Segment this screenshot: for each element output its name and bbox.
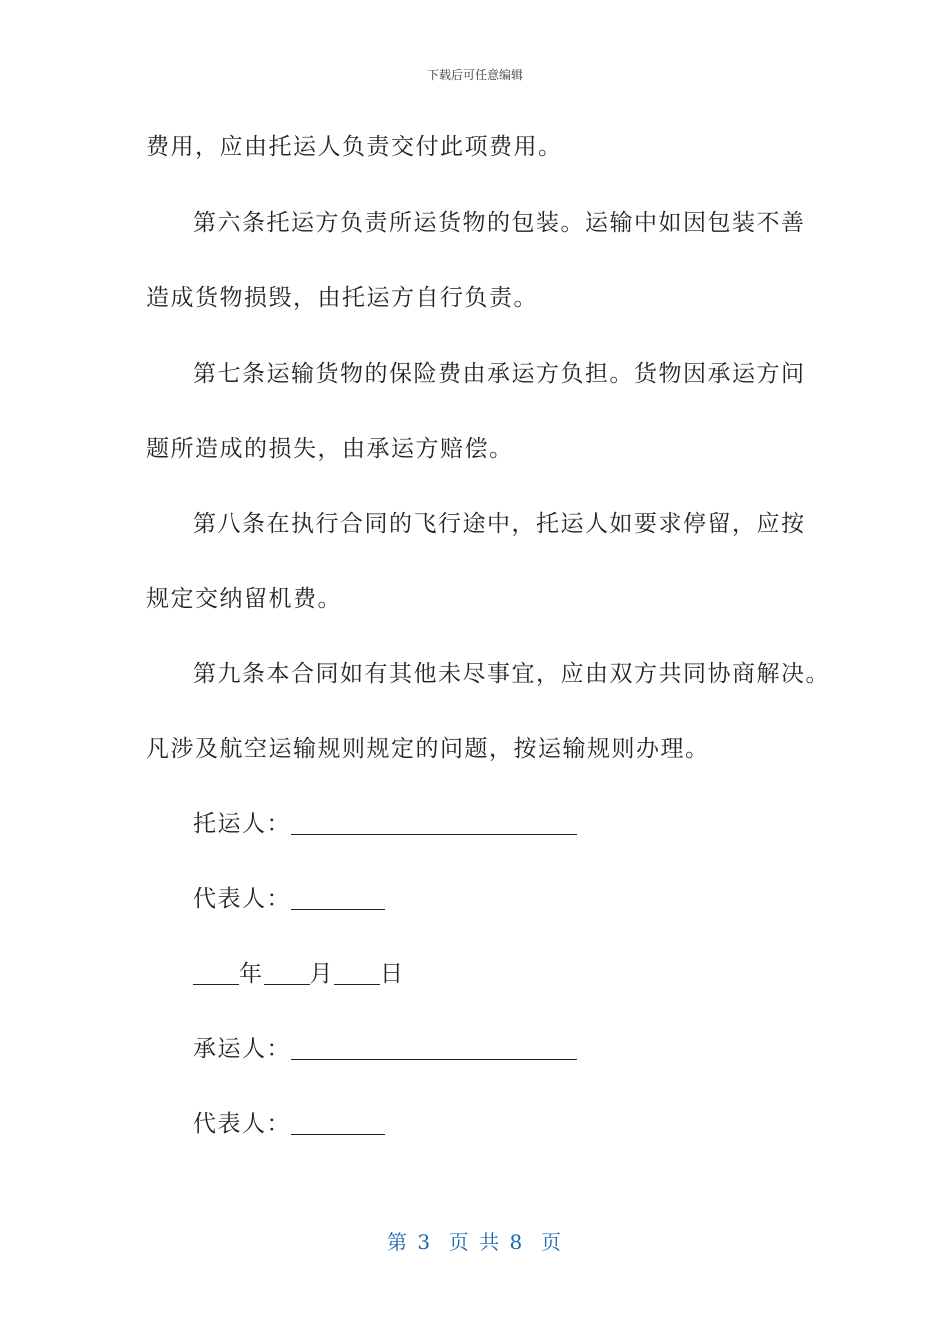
page-header: 下载后可任意编辑 xyxy=(426,68,523,82)
shipper-blank xyxy=(291,833,577,835)
body-line-8: 第九条本合同如有其他未尽事宜，应由双方共同协商解决。 xyxy=(193,661,830,687)
carrier-blank xyxy=(291,1058,577,1060)
page-footer: 第 3 页 共 8 页 xyxy=(387,1230,563,1254)
body-line-7: 规定交纳留机费。 xyxy=(146,586,342,612)
date-line xyxy=(193,955,405,988)
body-line-1: 费用，应由托运人负责交付此项费用。 xyxy=(146,134,563,160)
body-line-6: 第八条在执行合同的飞行途中，托运人如要求停留，应按 xyxy=(193,511,806,537)
representative-blank-2 xyxy=(291,1133,385,1135)
body-line-5: 题所造成的损失，由承运方赔偿。 xyxy=(146,436,514,462)
representative-blank-1 xyxy=(291,908,385,910)
body-line-2: 第六条托运方负责所运货物的包装。运输中如因包装不善 xyxy=(193,210,806,236)
month-label: 月 xyxy=(309,961,334,987)
shipper-signature xyxy=(193,805,577,838)
carrier-signature xyxy=(193,1030,577,1063)
representative-label-1: 代表人： xyxy=(193,886,291,912)
representative-signature-1 xyxy=(193,880,385,913)
year-label: 年 xyxy=(239,961,264,987)
year-blank xyxy=(193,983,239,985)
day-blank xyxy=(334,983,380,985)
body-line-4: 第七条运输货物的保险费由承运方负担。货物因承运方问 xyxy=(193,361,806,387)
body-line-9: 凡涉及航空运输规则规定的问题，按运输规则办理。 xyxy=(146,736,710,762)
day-label: 日 xyxy=(380,961,405,987)
carrier-label: 承运人： xyxy=(193,1036,291,1062)
body-line-3: 造成货物损毁，由托运方自行负责。 xyxy=(146,285,538,311)
month-blank xyxy=(264,983,310,985)
representative-signature-2 xyxy=(193,1105,385,1138)
shipper-label: 托运人： xyxy=(193,811,291,837)
representative-label-2: 代表人： xyxy=(193,1111,291,1137)
